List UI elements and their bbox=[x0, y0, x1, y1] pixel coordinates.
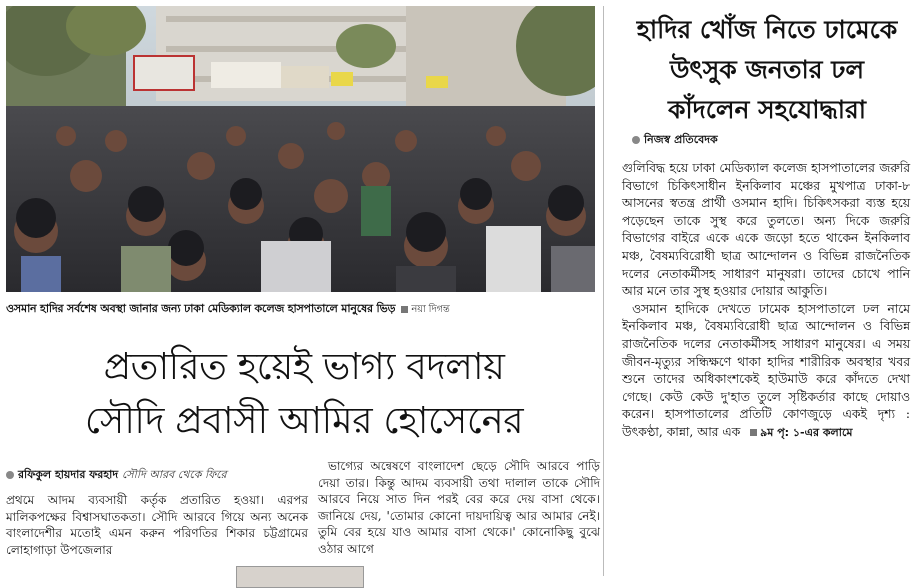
side-story-para-2-text: ওসমান হাদিকে দেখতে ঢামেক হাসপাতালে ঢল নামে ইনকিলাব মঞ্চ, বৈষম্যবিরোধী ছাত্র আন্দোলন ও বিভিন্ন রাজনৈতিক দলের নেতাকর্মীসহ সাধারণ মানুষের। এ সময় জীবন-মৃত্যুর সন্ধিক্ষণে থাকা হাদির শারীরিক অবস্থার খবর শুনে তাদের অধিকাংশকেই হাউমাউ করে কাঁদতে দেখা গেছে। কেউ কেউ দু'হাত তুলে সৃষ্টিকর্তার কাছে দোয়াও করেন। হাসপাতালের প্রতিটি কোণজুড়ে একই দৃশ্য : উৎকণ্ঠা, কান্না, আর এক bbox=[622, 301, 910, 439]
continued-link[interactable]: ৯ম পৃ: ১-এর কলামে bbox=[760, 425, 853, 439]
square-bullet-icon bbox=[750, 429, 757, 436]
side-story-column bbox=[622, 160, 910, 442]
main-headline bbox=[6, 340, 602, 448]
side-headline bbox=[618, 10, 916, 130]
main-headline-line2: সৌদি প্রবাসী আমির হোসেনের bbox=[84, 399, 524, 442]
main-story-text-1: প্রথমে আদম ব্যবসায়ী কর্তৃক প্রতারিত হওয়া। এরপর মালিকপক্ষের বিশ্বাসঘাতকতা। সৌদি আরবে গিয়ে অন্য অনেক বাংলাদেশীর মতোই এমন করুন পরিণতির শিকার চট্টগ্রামের লোহাগাড়া উপজেলার bbox=[6, 493, 308, 557]
bullet-dot-icon bbox=[6, 471, 14, 479]
caption-source: নয়া দিগন্ত bbox=[411, 304, 450, 315]
photo-caption bbox=[6, 300, 606, 319]
side-byline-text: নিজস্ব প্রতিবেদক bbox=[644, 133, 718, 146]
main-headline-line1: প্রতারিত হয়েই ভাগ্য বদলায় bbox=[103, 345, 505, 388]
side-story-para-1: গুলিবিদ্ধ হয়ে ঢাকা মেডিক্যাল কলেজ হাসপাতালের জরুরি বিভাগে চিকিৎসাধীন ইনকিলাব মঞ্চের মুখপাত্র ঢাকা-৮ আসনের স্বতন্ত্র প্রার্থী ওসমান হাদি। চিকিৎসকরা ব্যস্ত হয়ে পড়েছেন তাকে সুস্থ করে তুলতে। অন্য দিকে জরুরি বিভাগের বাইরে একে একে জড়ো হতে থাকেন ইনকিলাব মঞ্চ, বৈষম্যবিরোধী ছাত্র আন্দোলন ও বিভিন্ন রাজনৈতিক দলের নেতাকর্মীসহ সাধারণ মানুষরা। তাদের চোখে পানি আর মনে তার সুস্থ হওয়ার দোয়ার আকুতি। bbox=[622, 161, 910, 299]
side-story-para-2 bbox=[622, 301, 910, 442]
crowd-photo bbox=[6, 6, 595, 292]
byline-name: রফিকুল হায়দার ফরহাদ bbox=[18, 468, 119, 481]
main-byline bbox=[6, 466, 306, 485]
main-story-column-2 bbox=[318, 458, 600, 557]
crowd-photo-illustration bbox=[6, 6, 595, 292]
byline-place: সৌদি আরব থেকে ফিরে bbox=[121, 468, 227, 481]
inset-photo bbox=[236, 566, 364, 588]
main-story-column-1 bbox=[6, 492, 308, 558]
main-story-text-2: ভাগ্যের অন্বেষণে বাংলাদেশ ছেড়ে সৌদি আরবে পাড়ি দেয়া তার। কিন্তু আদম ব্যবসায়ী তথা দালাল তাকে সৌদি আরবে নিয়ে সাত দিন পরই বের করে দেয় বাসা থেকে। জানিয়ে দেয়, 'তোমার কোনো দায়দায়িত্ব আর আমার নেই। তুমি বের হয়ে যাও আমার বাসা থেকে।' কোনোকিছু বুঝে ওঠার আগে bbox=[318, 459, 600, 556]
side-headline-line1: হাদির খোঁজ নিতে ঢামেকে bbox=[636, 15, 898, 44]
side-byline bbox=[632, 131, 912, 150]
bullet-dot-icon bbox=[632, 136, 640, 144]
side-headline-line2: উৎসুক জনতার ঢল bbox=[669, 55, 865, 84]
square-bullet-icon bbox=[401, 306, 408, 313]
caption-text: ওসমান হাদির সর্বশেষ অবস্থা জানার জন্য ঢাকা মেডিক্যাল কলেজ হাসপাতালে মানুষের ভিড় bbox=[6, 302, 396, 315]
side-headline-line3: কাঁদলেন সহযোদ্ধারা bbox=[667, 95, 867, 124]
column-divider bbox=[603, 6, 604, 576]
